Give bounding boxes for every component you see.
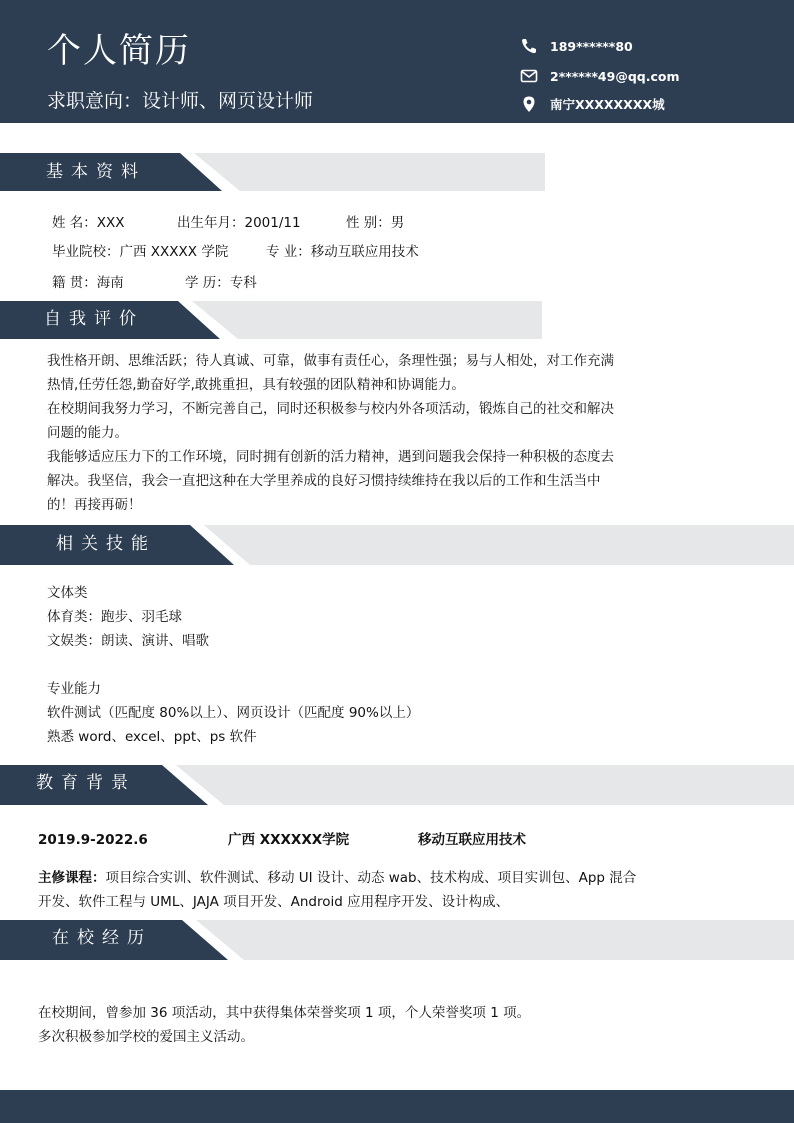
skills-sports: 体育类：跑步、羽毛球 xyxy=(47,609,182,625)
section-title-campus: 在校经历 xyxy=(52,928,152,948)
self-eval-line: 我性格开朗、思维活跃；待人真诚、可靠，做事有责任心，条理性强；易与人相处，对工作充满 xyxy=(47,353,614,369)
email-icon xyxy=(520,67,538,85)
education-courses-line-1 xyxy=(38,872,636,886)
section-header-self xyxy=(0,301,794,341)
education-major: 移动互联应用技术 xyxy=(418,832,526,848)
campus-line: 多次积极参加学校的爱国主义活动。 xyxy=(38,1029,254,1045)
section-header-education xyxy=(0,765,794,805)
skills-entertainment: 文娱类：朗读、演讲、唱歌 xyxy=(47,633,209,649)
skills-category-title: 专业能力 xyxy=(47,681,101,697)
basic-native: 籍 贯：海南 xyxy=(52,275,124,291)
section-title-education: 教育背景 xyxy=(36,773,136,793)
skills-category-title: 文体类 xyxy=(47,585,88,601)
section-title-self: 自我评价 xyxy=(44,309,144,329)
resume-title: 个人简历 xyxy=(47,31,191,71)
basic-gender: 性 别：男 xyxy=(346,215,405,231)
basic-school: 毕业院校：广西 XXXXX 学院 xyxy=(52,244,229,260)
phone-text: 189******80 xyxy=(550,39,633,54)
self-eval-line: 问题的能力。 xyxy=(47,425,128,441)
courses-label: 主修课程： xyxy=(38,870,106,886)
section-header-basic xyxy=(0,153,794,193)
skills-pro-1: 软件测试（匹配度 80%以上）、网页设计（匹配度 90%以上） xyxy=(47,705,420,721)
self-eval-line: 热情,任劳任怨,勤奋好学,敢挑重担，具有较强的团队精神和协调能力。 xyxy=(47,377,465,393)
self-eval-line: 解决。我坚信，我会一直把这种在大学里养成的良好习惯持续维持在我以后的工作和生活当中 xyxy=(47,473,601,489)
address-text: 南宁XXXXXXXX城 xyxy=(550,97,665,112)
campus-line: 在校期间，曾参加 36 项活动，其中获得集体荣誉奖项 1 项，个人荣誉奖项 1 项。 xyxy=(38,1005,531,1021)
section-header-campus xyxy=(0,920,794,960)
job-objective: 求职意向：设计师、网页设计师 xyxy=(47,90,314,112)
basic-birth: 出生年月：2001/11 xyxy=(177,215,301,231)
basic-name: 姓 名：XXX xyxy=(52,215,125,231)
courses-text: 项目综合实训、软件测试、移动 UI 设计、动态 wab、技术构成、项目实训包、App 混合 xyxy=(105,870,637,886)
section-title-basic: 基本资料 xyxy=(46,162,146,182)
basic-major: 专 业：移动互联应用技术 xyxy=(266,244,419,260)
basic-degree: 学 历：专科 xyxy=(185,275,257,291)
resume-header xyxy=(0,0,794,123)
education-period: 2019.9-2022.6 xyxy=(38,832,148,848)
education-school: 广西 XXXXXX学院 xyxy=(228,832,350,848)
phone-icon xyxy=(520,37,538,55)
email-text: 2******49@qq.com xyxy=(550,69,680,84)
self-eval-line: 的！再接再砺！ xyxy=(47,497,142,513)
section-header-skills xyxy=(0,525,794,565)
location-icon xyxy=(520,95,538,113)
skills-pro-2: 熟悉 word、excel、ppt、ps 软件 xyxy=(47,729,257,745)
self-eval-line: 我能够适应压力下的工作环境，同时拥有创新的活力精神，遇到问题我会保持一种积极的态度去 xyxy=(47,449,614,465)
education-courses-line-2: 开发、软件工程与 UML、JAJA 项目开发、Android 应用程序开发、设计构成、 xyxy=(38,894,510,910)
footer-bar xyxy=(0,1090,794,1123)
section-title-skills: 相关技能 xyxy=(56,534,156,554)
self-eval-line: 在校期间我努力学习，不断完善自己，同时还积极参与校内外各项活动，锻炼自己的社交和解决 xyxy=(47,401,614,417)
